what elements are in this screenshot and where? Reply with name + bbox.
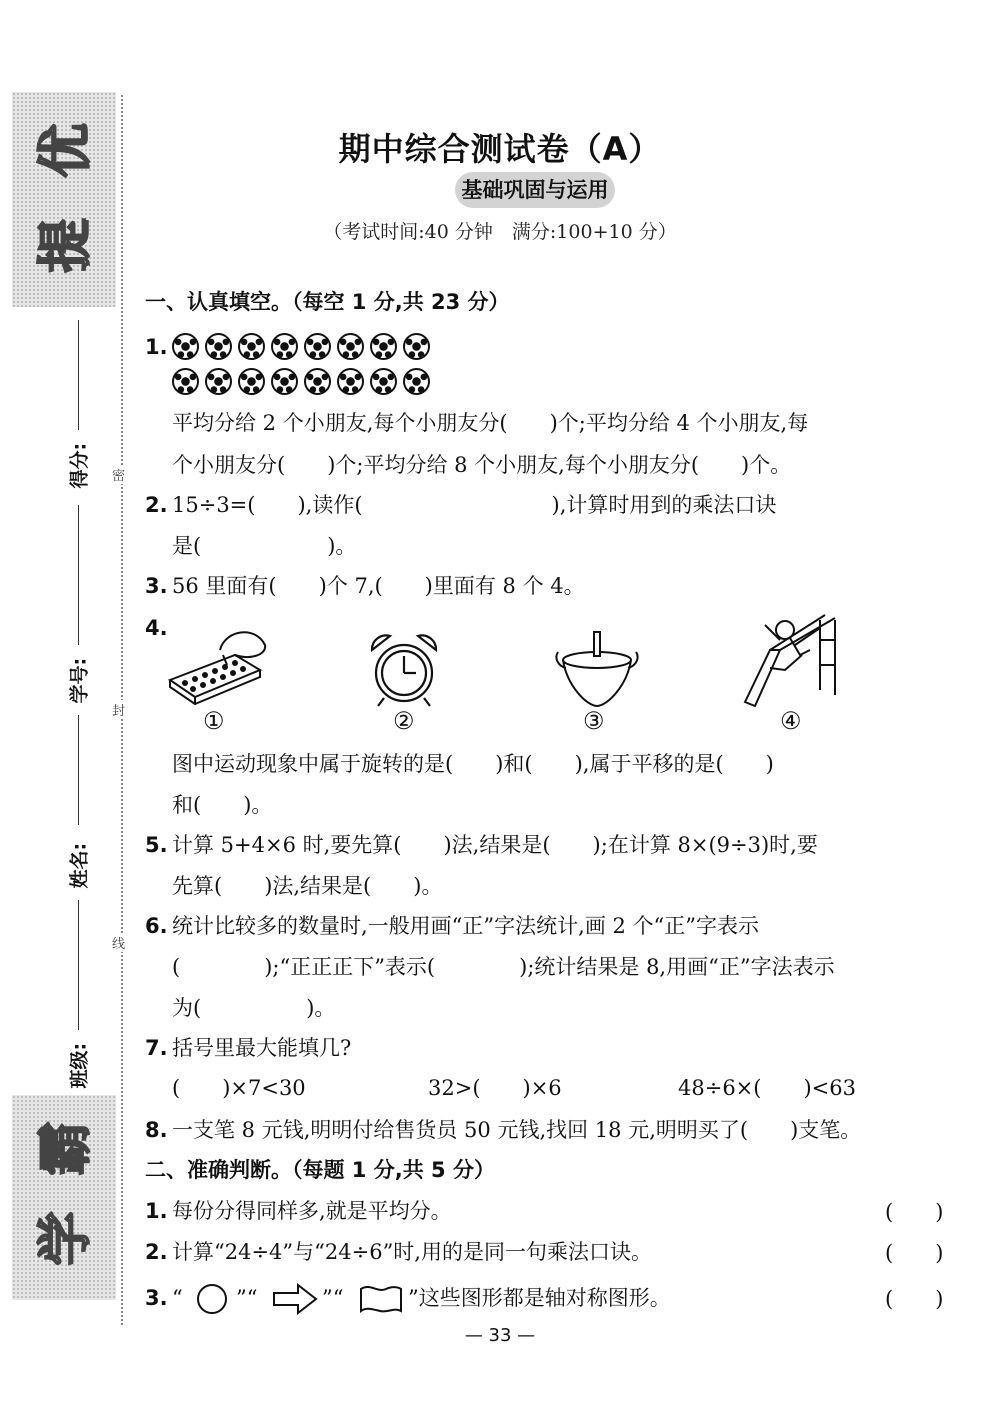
id-line-2 xyxy=(78,715,79,825)
q1-number: 1. xyxy=(145,335,168,359)
page-number: — 33 — xyxy=(464,1325,536,1346)
q1-line2: 个小朋友分( )个;平均分给 8 个小朋友,每个小朋友分( )个。 xyxy=(172,453,792,477)
judge-3-quote-mid2: ”“ xyxy=(322,1286,344,1310)
q4-line1: 图中运动现象中属于旋转的是( )和( ),属于平移的是( ) xyxy=(172,752,774,776)
soccer-ball-icon xyxy=(304,333,331,360)
arrow-shape-icon xyxy=(272,1283,318,1315)
soccer-ball-icon xyxy=(403,368,430,395)
judge-3-number: 3. xyxy=(145,1286,168,1310)
class-label: 班级: xyxy=(68,1042,91,1089)
tag-bottom-char-0: 学 xyxy=(33,1211,97,1266)
page-title: 期中综合测试卷（A） xyxy=(338,130,662,168)
flag-shape-icon xyxy=(358,1283,404,1315)
q5-line1: 计算 5+4×6 时,要先算( )法,结果是( );在计算 8×(9÷3)时,要 xyxy=(172,833,818,857)
id-line xyxy=(78,505,79,645)
judge-3-quote-open: “ xyxy=(172,1286,183,1310)
circle-shape-icon xyxy=(195,1283,229,1315)
judge-1-blank[interactable]: ( ) xyxy=(885,1200,944,1224)
q2-line2: 是( )。 xyxy=(172,534,357,558)
q1-line1: 平均分给 2 个小朋友,每个小朋友分( )个;平均分给 4 个小朋友,每 xyxy=(172,411,809,435)
q5-number: 5. xyxy=(145,833,168,857)
alarm-clock-picture xyxy=(362,628,446,710)
q3-number: 3. xyxy=(145,574,168,598)
judge-3-quote-mid1: ”“ xyxy=(236,1286,258,1310)
soccer-ball-icon xyxy=(403,333,430,360)
cut-word-feng: 封 xyxy=(112,700,125,719)
section1-heading: 一、认真填空。（每空 1 分,共 23 分） xyxy=(145,290,510,314)
soccer-ball-icon xyxy=(370,368,397,395)
tag-bottom-char-1: 霸 xyxy=(33,1121,97,1176)
cut-word-xian: 线 xyxy=(112,933,125,952)
judge-2-number: 2. xyxy=(145,1240,168,1264)
soccer-ball-icon xyxy=(172,333,199,360)
q6-line3: 为( )。 xyxy=(172,996,336,1020)
q4-number: 4. xyxy=(145,616,168,640)
soccer-ball-icon xyxy=(172,368,199,395)
judge-3-text: ”这些图形都是轴对称图形。 xyxy=(408,1286,671,1310)
picture-label-1: ① xyxy=(203,707,225,735)
score-line xyxy=(78,320,79,430)
ball-row-1 xyxy=(172,333,430,360)
soccer-ball-icon xyxy=(205,368,232,395)
subtitle-badge: 基础巩固与运用 xyxy=(455,172,615,208)
soccer-ball-icon xyxy=(271,333,298,360)
picture-label-4: ④ xyxy=(780,707,802,735)
q3-line1: 56 里面有( )个 7,( )里面有 8 个 4。 xyxy=(172,574,585,598)
q7-item-2: 32>( )×6 xyxy=(428,1076,562,1100)
soccer-ball-icon xyxy=(337,333,364,360)
soccer-ball-icon xyxy=(205,333,232,360)
soccer-ball-icon xyxy=(337,368,364,395)
abacus-hand-picture xyxy=(165,625,275,705)
q8-line1: 一支笔 8 元钱,明明付给售货员 50 元钱,找回 18 元,明明买了( )支笔。 xyxy=(172,1118,862,1142)
soccer-ball-icon xyxy=(238,368,265,395)
soccer-ball-icon xyxy=(304,368,331,395)
ball-row-2 xyxy=(172,368,430,395)
tag-bottom xyxy=(12,1095,116,1300)
q4-line2: 和( )。 xyxy=(172,793,273,817)
q7-number: 7. xyxy=(145,1036,168,1060)
q6-line1: 统计比较多的数量时,一般用画“正”字法统计,画 2 个“正”字表示 xyxy=(172,914,760,938)
judge-1-text: 每份分得同样多,就是平均分。 xyxy=(172,1199,452,1223)
section2-heading: 二、准确判断。（每题 1 分,共 5 分） xyxy=(145,1158,495,1182)
q6-number: 6. xyxy=(145,914,168,938)
name-line xyxy=(78,900,79,1030)
slide-picture xyxy=(740,610,855,710)
student-id-label: 学号: xyxy=(68,657,91,704)
q7-item-3: 48÷6×( )<63 xyxy=(678,1076,856,1100)
q7-item-1: ( )×7<30 xyxy=(172,1076,306,1100)
q2-number: 2. xyxy=(145,493,168,517)
q8-number: 8. xyxy=(145,1118,168,1142)
name-label: 姓名: xyxy=(68,842,91,889)
judge-1-number: 1. xyxy=(145,1199,168,1223)
q6-line2: ( );“正正正下”表示( );统计结果是 8,用画“正”字法表示 xyxy=(172,955,835,979)
cut-word-mi: 密 xyxy=(112,465,125,484)
picture-label-3: ③ xyxy=(583,707,605,735)
score-label: 得分: xyxy=(68,442,91,489)
tag-top-char-1: 优 xyxy=(33,123,97,178)
soccer-ball-icon xyxy=(238,333,265,360)
judge-3-blank[interactable]: ( ) xyxy=(885,1287,944,1311)
judge-2-blank[interactable]: ( ) xyxy=(885,1241,944,1265)
soccer-ball-icon xyxy=(370,333,397,360)
tag-top-char-0: 提 xyxy=(33,218,97,273)
soccer-ball-icon xyxy=(271,368,298,395)
q2-line1: 15÷3=( ),读作( ),计算时用到的乘法口诀 xyxy=(172,493,777,517)
exam-info: （考试时间:40 分钟 满分:100+10 分） xyxy=(323,221,677,243)
q7-line1: 括号里最大能填几? xyxy=(172,1036,352,1060)
judge-2-text: 计算“24÷4”与“24÷6”时,用的是同一句乘法口诀。 xyxy=(172,1240,652,1264)
q5-line2: 先算( )法,结果是( )。 xyxy=(172,874,443,898)
spinning-top-picture xyxy=(552,628,642,710)
picture-label-2: ② xyxy=(393,707,415,735)
